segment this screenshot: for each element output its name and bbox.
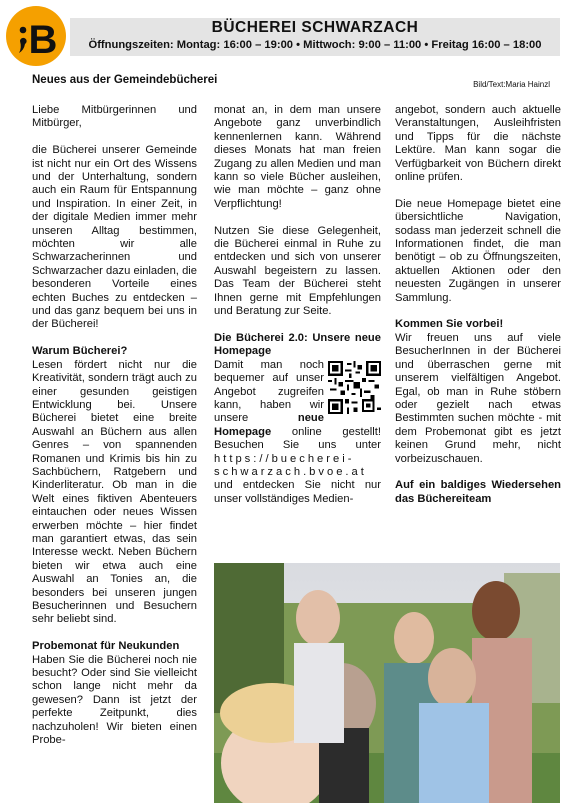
closing-line: Auf ein baldiges Wiedersehen das Büchereiteam xyxy=(395,479,561,505)
heading-why-library: Warum Bücherei? xyxy=(32,345,128,358)
qr-code xyxy=(328,361,381,414)
why-library-paragraph: Lesen fördert nicht nur die Kreativität, sondern trägt auch zu einer gesunden geistigen Entwicklung bei. Unsere Bücherei bietet eine breite Auswahl an Büchern aus allen Genres – von spannenden Romanen und Krimis bis hin zu Sachbüchern, Ratgebern und Kinderliteratur. Ob man in die Welt eines fiktiven Abenteuers eintauchen oder neues Wissen erwerben möchte – hier findet man garantiert etwas, das sein Interesse weckt. Neben Büchern bieten wir etwa auch eine Auswahl an Tonies an, die besonders bei unseren jungen Besucherinnen und Besuchern sehr beliebt sind. xyxy=(32,358,197,626)
navigation-paragraph: Die neue Homepage bietet eine übersichtliche Navigation, sodass man jederzeit schnell die Informationen findet, die man benötigt – ob zu Öffnungszeiten, aktuellen Aktionen oder den neuesten Zugängen in unserer Sammlung. xyxy=(395,197,561,304)
salutation: Liebe Mitbürgerinnen und Mitbürger, xyxy=(32,104,197,130)
image-credit: Bild/Text:Maria Hainzl xyxy=(473,80,550,89)
opportunity-paragraph: Nutzen Sie diese Gelegenheit, die Bücherei einmal in Ruhe zu entdecken und sich von unserer Auswahl begeistern zu lassen. Das Team der Bücherei steht Ihnen gerne mit Empfehlungen und Beratung zur Seite. xyxy=(214,224,381,318)
article-column-3 xyxy=(395,104,561,506)
come-by-paragraph: Wir freuen uns auf viele BesucherInnen in der Bücherei und überraschen gerne mit unserem vielfältigen Angebot. Egal, ob man in Ruhe stöbern oder gezielt nach etwas Bestimmten suchen möchte - mit dem Probemonat gibt es jetzt keinen Grund mehr, nicht vorbeizuschauen. xyxy=(395,331,561,465)
team-photo xyxy=(214,563,560,803)
homepage-url[interactable]: https://buecherei-schwarzach.bvoe.at xyxy=(214,452,367,478)
article-column-1 xyxy=(32,104,197,761)
article-column-2 xyxy=(214,104,381,506)
heading-homepage: Die Bücherei 2.0: Unsere neue Homepage xyxy=(214,331,381,358)
section-title: Neues aus der Gemeindebücherei xyxy=(32,74,218,86)
trial-month-paragraph: Haben Sie die Bücherei noch nie besucht? Oder sind Sie vielleicht schon lange nicht mehr da gewesen? Dann ist jetzt der perfekte Zeitpunkt, dies nachzuholen! Wir bieten einen Probe- xyxy=(32,653,197,747)
opening-hours: Öffnungszeiten: Montag: 16:00 – 19:00 • Mittwoch: 9:00 – 11:00 • Freitag 16:00 – 18:00 xyxy=(88,39,542,51)
intro-paragraph: die Bücherei unserer Gemeinde ist nicht nur ein Ort des Wissens und der Unterhaltung, sondern auch ein Raum für Entspannung und Inspiration. In einer Zeit, in der digitale Medien immer mehr unseren Alltag bestimmen, möchten wir alle Schwarzacherinnen und Schwarzacher dazu einladen, die besonderen Vorteile eines echten Buches zu entdecken – und das ganz bequem bei uns in der Bücherei! xyxy=(32,144,197,331)
homepage-paragraph: Damit man noch bequemer auf unser Angebot zugreifen kann, haben wir unsere neue Homepage online gestellt! Besuchen Sie uns unter https://buecherei-schwarzach.bvoe.at und entdecken Sie nicht nur unser vollständiges Medien- xyxy=(214,358,381,505)
heading-trial-month: Probemonat für Neukunden xyxy=(32,640,180,653)
homepage-continued: angebot, sondern auch aktuelle Veranstaltungen, Ausleihfristen und Tipps für die nächste Lektüre. Man kann sogar die Verfügbarkeit von Büchern direkt online prüfen. xyxy=(395,104,561,184)
page-title: BÜCHEREI SCHWARZACH xyxy=(211,19,419,36)
logo-letter: B xyxy=(28,18,58,62)
library-logo xyxy=(5,5,67,67)
heading-come-by: Kommen Sie vorbei! xyxy=(395,318,504,331)
trial-month-continued: monat an, in dem man unsere Angebote ganz unverbindlich kennenlernen kann. Während dieses Monats hat man freien Zugang zu allen Medien und man kann so viele Bücher ausleihen, wie man möchte – ganz ohne Verpflichtung! xyxy=(214,104,381,210)
new-homepage-text: neue Homepage xyxy=(214,412,324,438)
